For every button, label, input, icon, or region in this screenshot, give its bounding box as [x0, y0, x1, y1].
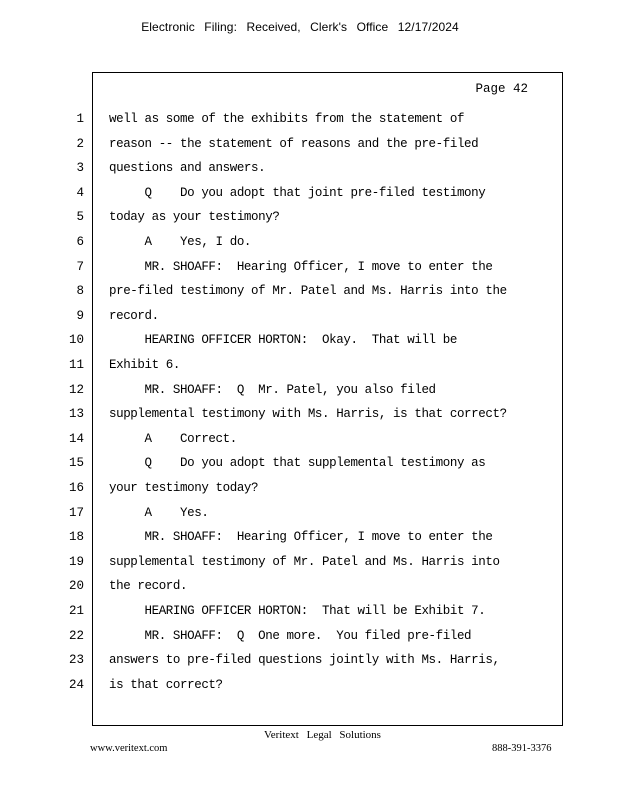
line-number: 16	[68, 481, 84, 495]
line-number: 3	[76, 161, 84, 175]
line-number: 21	[68, 604, 84, 618]
transcript-line: the record.	[109, 579, 188, 593]
line-number: 22	[68, 629, 84, 643]
line-number: 7	[76, 260, 84, 274]
transcript-line: HEARING OFFICER HORTON: Okay. That will be	[109, 333, 457, 347]
transcript-line: pre-filed testimony of Mr. Patel and Ms. Harris into the	[109, 284, 507, 298]
line-number: 11	[68, 358, 84, 372]
footer-company: Veritext Legal Solutions	[264, 729, 381, 741]
line-number: 20	[68, 579, 84, 593]
transcript-line: Q Do you adopt that supplemental testimony as	[109, 456, 486, 470]
transcript-line: Q Do you adopt that joint pre-filed testimony	[109, 186, 486, 200]
line-number: 9	[76, 309, 84, 323]
line-number: 15	[68, 456, 84, 470]
line-number: 5	[76, 210, 84, 224]
transcript-line: record.	[109, 309, 159, 323]
line-number: 12	[68, 383, 84, 397]
transcript-line: Exhibit 6.	[109, 358, 181, 372]
transcript-line: HEARING OFFICER HORTON: That will be Exhibit 7.	[109, 604, 486, 618]
transcript-line: A Correct.	[109, 432, 237, 446]
line-number: 18	[68, 530, 84, 544]
line-number: 23	[68, 653, 84, 667]
transcript-line: A Yes, I do.	[109, 235, 252, 249]
transcript-line: questions and answers.	[109, 161, 266, 175]
transcript-line: answers to pre-filed questions jointly with Ms. Harris,	[109, 653, 500, 667]
footer-website: www.veritext.com	[90, 743, 168, 754]
transcript-line: MR. SHOAFF: Q One more. You filed pre-filed	[109, 629, 472, 643]
transcript-line: MR. SHOAFF: Q Mr. Patel, you also filed	[109, 383, 436, 397]
transcript-line: supplemental testimony with Ms. Harris, is that correct?	[109, 407, 507, 421]
line-number: 8	[76, 284, 84, 298]
line-number: 24	[68, 678, 84, 692]
transcript-line: is that correct?	[109, 678, 223, 692]
page-number: Page 42	[475, 82, 528, 96]
footer-phone: 888-391-3376	[492, 743, 552, 754]
line-number: 2	[76, 137, 84, 151]
line-number: 4	[76, 186, 84, 200]
line-number: 6	[76, 235, 84, 249]
transcript-line: MR. SHOAFF: Hearing Officer, I move to enter the	[109, 530, 493, 544]
filing-stamp-header: Electronic Filing: Received, Clerk's Office 12/17/2024	[141, 20, 459, 34]
line-number: 14	[68, 432, 84, 446]
transcript-line: your testimony today?	[109, 481, 259, 495]
line-number: 17	[68, 506, 84, 520]
transcript-line: A Yes.	[109, 506, 209, 520]
transcript-line: well as some of the exhibits from the statement of	[109, 112, 465, 126]
transcript-line: MR. SHOAFF: Hearing Officer, I move to enter the	[109, 260, 493, 274]
line-number: 10	[68, 333, 84, 347]
transcript-line: today as your testimony?	[109, 210, 280, 224]
transcript-line: reason -- the statement of reasons and the pre-filed	[109, 137, 479, 151]
line-number: 13	[68, 407, 84, 421]
line-number: 1	[76, 112, 84, 126]
transcript-line: supplemental testimony of Mr. Patel and Ms. Harris into	[109, 555, 500, 569]
line-number: 19	[68, 555, 84, 569]
